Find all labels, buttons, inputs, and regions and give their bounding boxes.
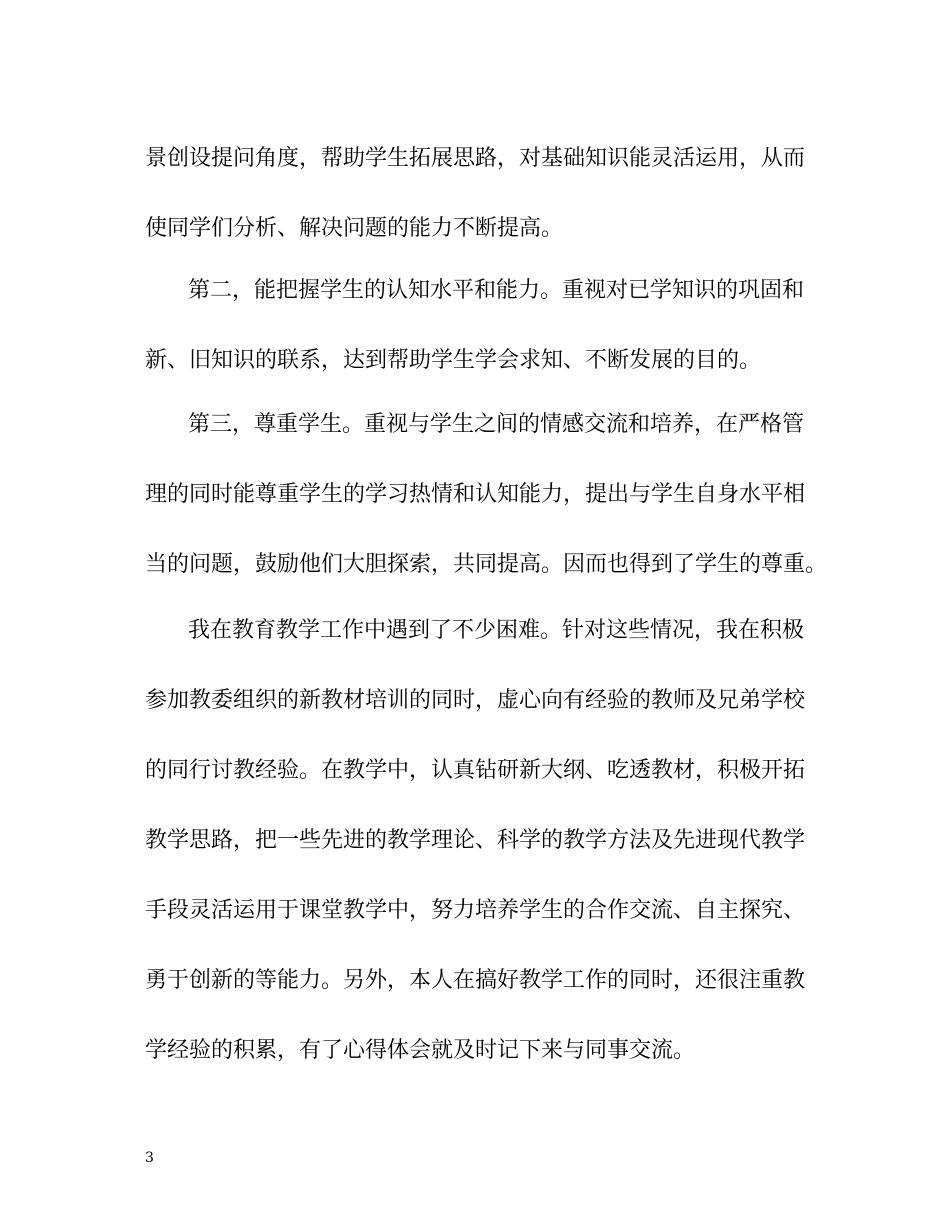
text-line: 使同学们分析、解决问题的能力不断提高。: [145, 216, 564, 241]
text-line: 手段灵活运用于课堂教学中，努力培养学生的合作交流、自主探究、: [145, 898, 806, 923]
text-line: 的同行讨教经验。在教学中，认真钻研新大纲、吃透教材，积极开拓: [145, 758, 806, 783]
paragraph-first-line: 我在教育教学工作中遇到了不少困难。针对这些情况，我在积极: [188, 618, 805, 643]
paragraph-first-line: 第二，能把握学生的认知水平和能力。重视对已学知识的巩固和: [188, 278, 805, 303]
page-number: 3: [145, 1150, 154, 1166]
text-line: 当的问题，鼓励他们大胆探索，共同提高。因而也得到了学生的尊重。: [145, 552, 828, 577]
text-line: 新、旧知识的联系，达到帮助学生学会求知、不断发展的目的。: [145, 348, 762, 373]
text-line: 理的同时能尊重学生的学习热情和认知能力，提出与学生自身水平相: [145, 482, 806, 507]
text-line: 景创设提问角度，帮助学生拓展思路，对基础知识能灵活运用，从而: [145, 146, 806, 171]
text-line: 勇于创新的等能力。另外，本人在搞好教学工作的同时，还很注重教: [145, 968, 806, 993]
text-line: 教学思路，把一些先进的教学理论、科学的教学方法及先进现代教学: [145, 828, 806, 853]
text-line: 学经验的积累，有了心得体会就及时记下来与同事交流。: [145, 1038, 696, 1063]
text-line: 参加教委组织的新教材培训的同时，虚心向有经验的教师及兄弟学校: [145, 688, 806, 713]
paragraph-first-line: 第三，尊重学生。重视与学生之间的情感交流和培养，在严格管: [188, 412, 805, 437]
